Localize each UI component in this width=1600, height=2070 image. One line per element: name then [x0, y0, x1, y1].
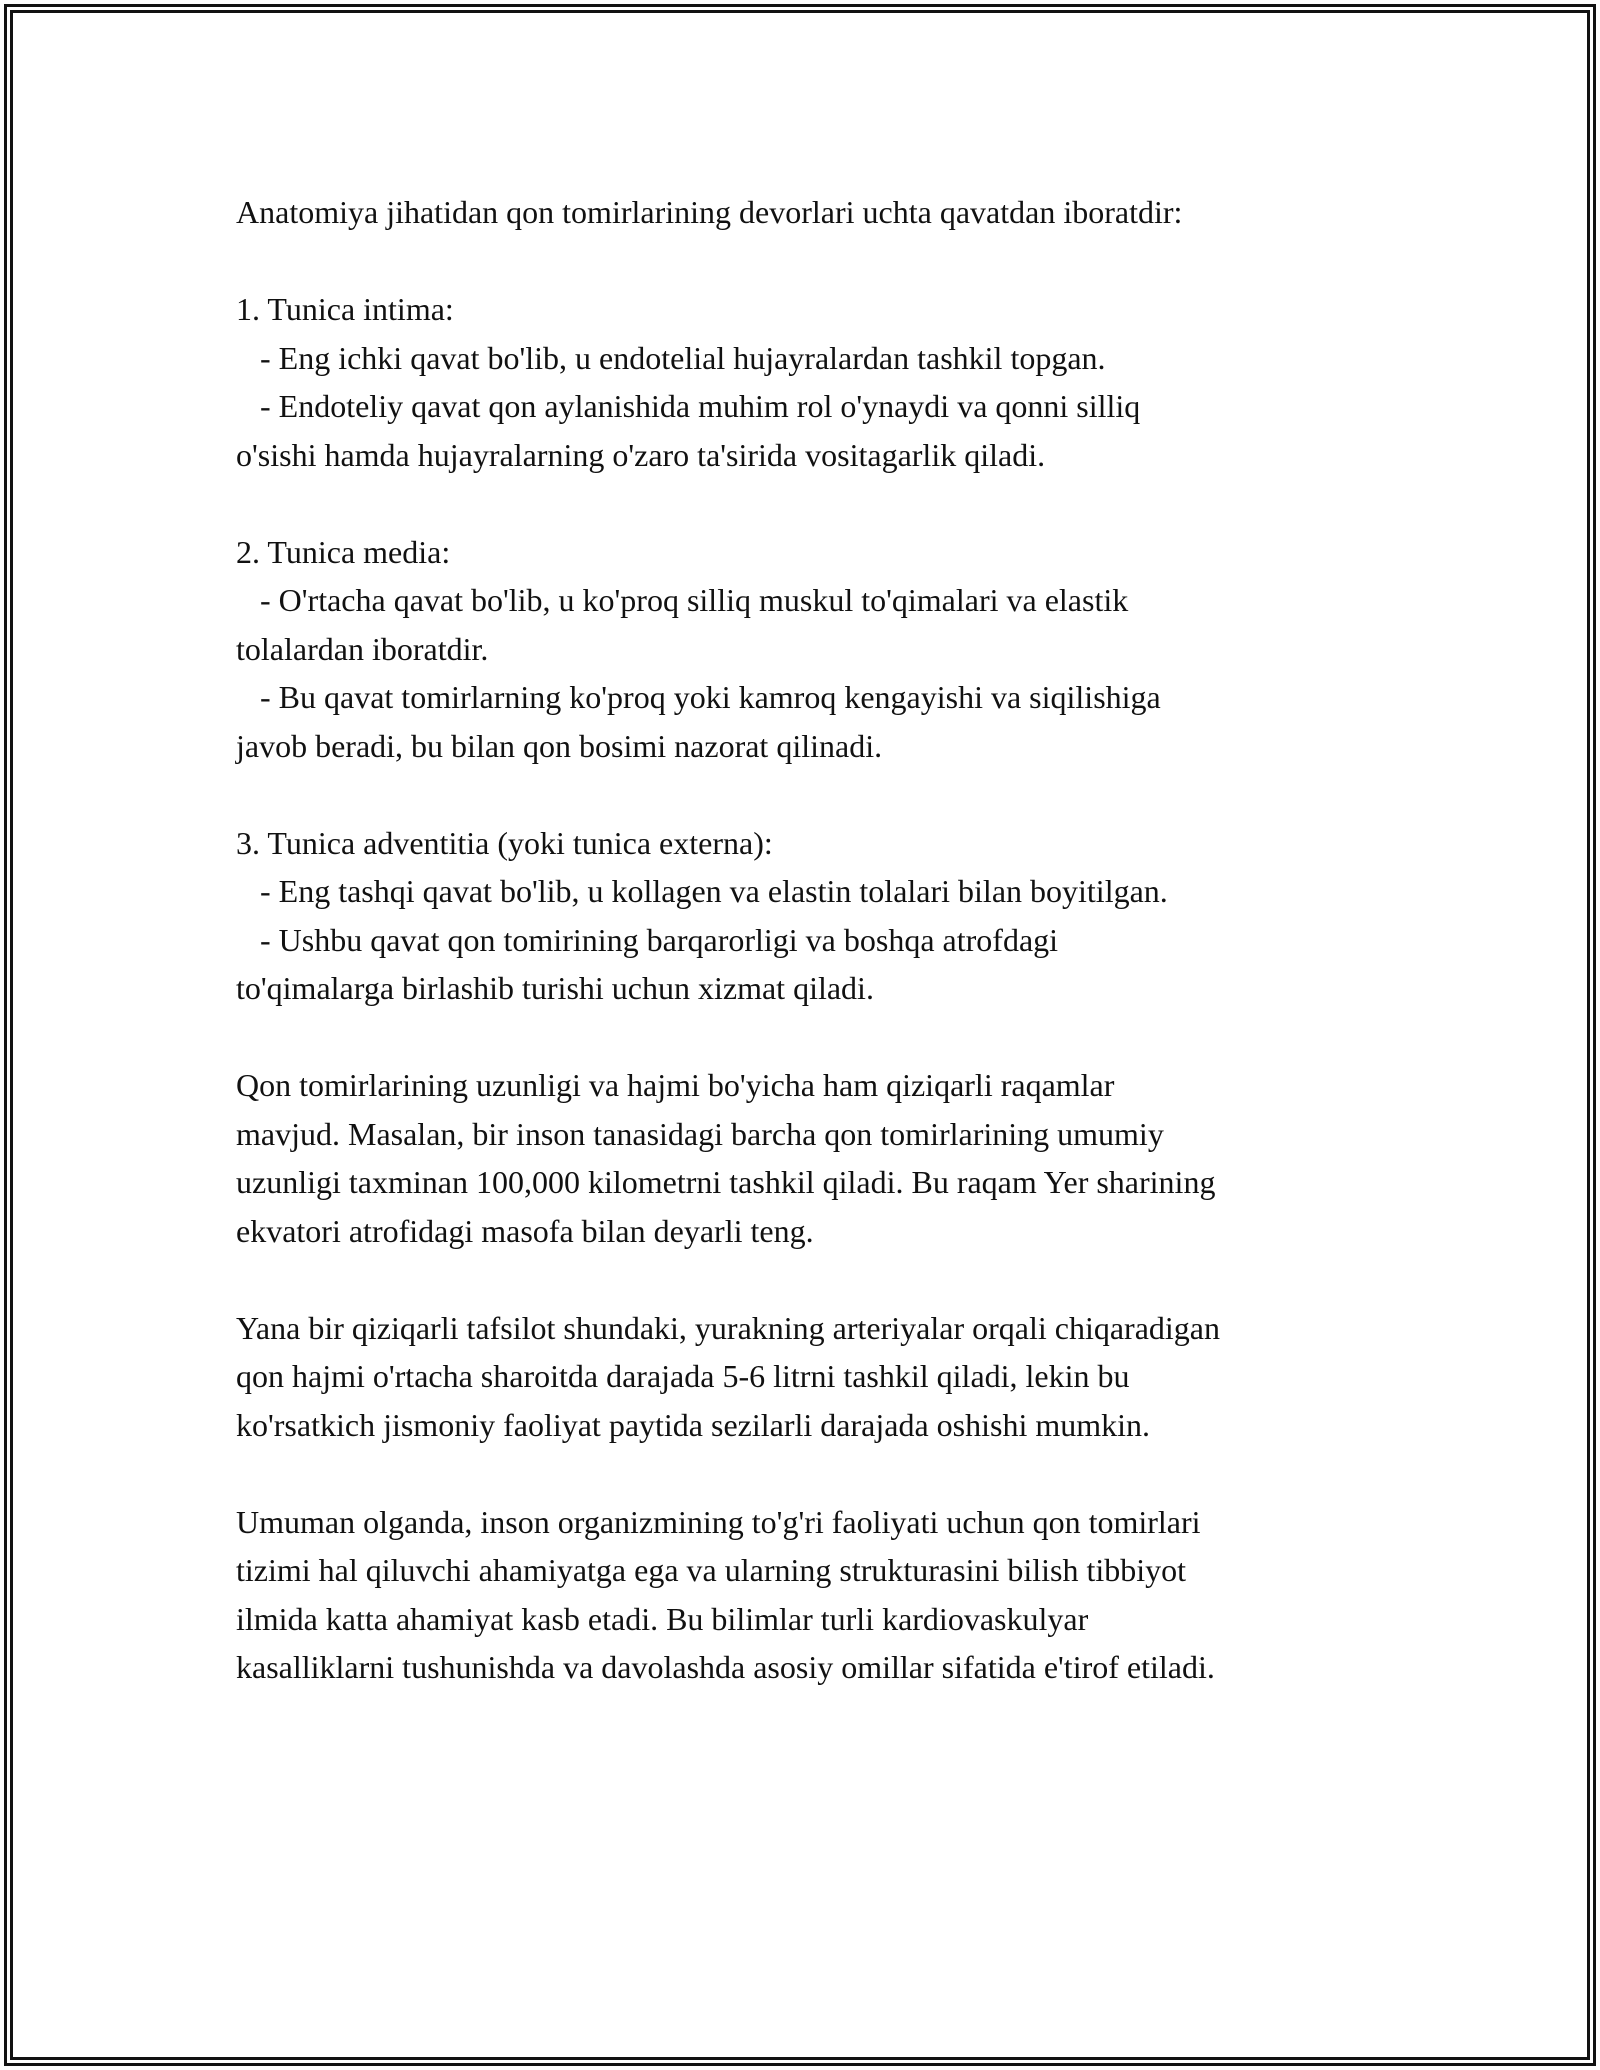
paragraph-line: tizimi hal qiluvchi ahamiyatga ega va ularning strukturasini bilish tibbiyot — [236, 1552, 1187, 1588]
section-line: - Eng tashqi qavat bo'lib, u kollagen va elastin tolalari bilan boyitilgan. — [236, 873, 1168, 909]
paragraph-line: ekvatori atrofidagi masofa bilan deyarli teng. — [236, 1212, 814, 1249]
paragraph-line: uzunligi taxminan 100,000 kilometrni tashkil qiladi. Bu raqam Yer sharining — [236, 1164, 1216, 1200]
blank-line — [236, 1449, 1386, 1498]
section-line: - Bu qavat tomirlarning ko'proq yoki kamroq kengayishi va siqilishiga — [236, 679, 1161, 715]
paragraph-line: Yana bir qiziqarli tafsilot shundaki, yurakning arteriyalar orqali chiqaradigan — [236, 1309, 1220, 1346]
blank-line — [236, 770, 1386, 819]
section-line: - Ushbu qavat qon tomirining barqarorligi va boshqa atrofdagi — [236, 921, 1059, 958]
paragraph-line: qon hajmi o'rtacha sharoitda darajada 5-6 litrni tashkil qiladi, lekin bu — [236, 1358, 1130, 1394]
paragraph-line: mavjud. Masalan, bir inson tanasidagi barcha qon tomirlarining umumiy — [236, 1115, 1164, 1152]
section-heading-tunica-intima: 1. Tunica intima: — [236, 291, 454, 327]
paragraph-line: kasalliklarni tushunishda va davolashda asosiy omillar sifatida e'tirof etiladi. — [236, 1649, 1215, 1685]
section-line: javob beradi, bu bilan qon bosimi nazorat qilinadi. — [236, 727, 883, 764]
paragraph-line: ko'rsatkich jismoniy faoliyat paytida sezilarli darajada oshishi mumkin. — [236, 1406, 1150, 1443]
paragraph-line: Umuman olganda, inson organizmining to'g'ri faoliyati uchun qon tomirlari — [236, 1503, 1201, 1540]
document-body — [236, 188, 1386, 1692]
paragraph-line: Qon tomirlarining uzunligi va hajmi bo'yicha ham qiziqarli raqamlar — [236, 1067, 1115, 1103]
section-heading-tunica-adventitia: 3. Tunica adventitia (yoki tunica externa): — [236, 824, 773, 861]
paragraph-line: ilmida katta ahamiyat kasb etadi. Bu bilimlar turli kardiovaskulyar — [236, 1600, 1089, 1637]
intro-line: Anatomiya jihatidan qon tomirlarining devorlari uchta qavatdan iboratdir: — [236, 194, 1183, 230]
section-line: - Endoteliy qavat qon aylanishida muhim rol o'ynaydi va qonni silliq — [236, 388, 1141, 424]
blank-line — [236, 237, 1386, 286]
section-heading-tunica-media: 2. Tunica media: — [236, 533, 451, 570]
section-line: tolalardan iboratdir. — [236, 630, 489, 667]
section-line: - Eng ichki qavat bo'lib, u endotelial hujayralardan tashkil topgan. — [236, 339, 1106, 376]
blank-line — [236, 1013, 1386, 1062]
section-line: to'qimalarga birlashib turishi uchun xizmat qiladi. — [236, 970, 874, 1006]
section-line: - O'rtacha qavat bo'lib, u ko'proq silliq muskul to'qimalari va elastik — [236, 582, 1129, 618]
blank-line — [236, 1255, 1386, 1304]
section-line: o'sishi hamda hujayralarning o'zaro ta'sirida vositagarlik qiladi. — [236, 436, 1046, 473]
blank-line — [236, 479, 1386, 528]
